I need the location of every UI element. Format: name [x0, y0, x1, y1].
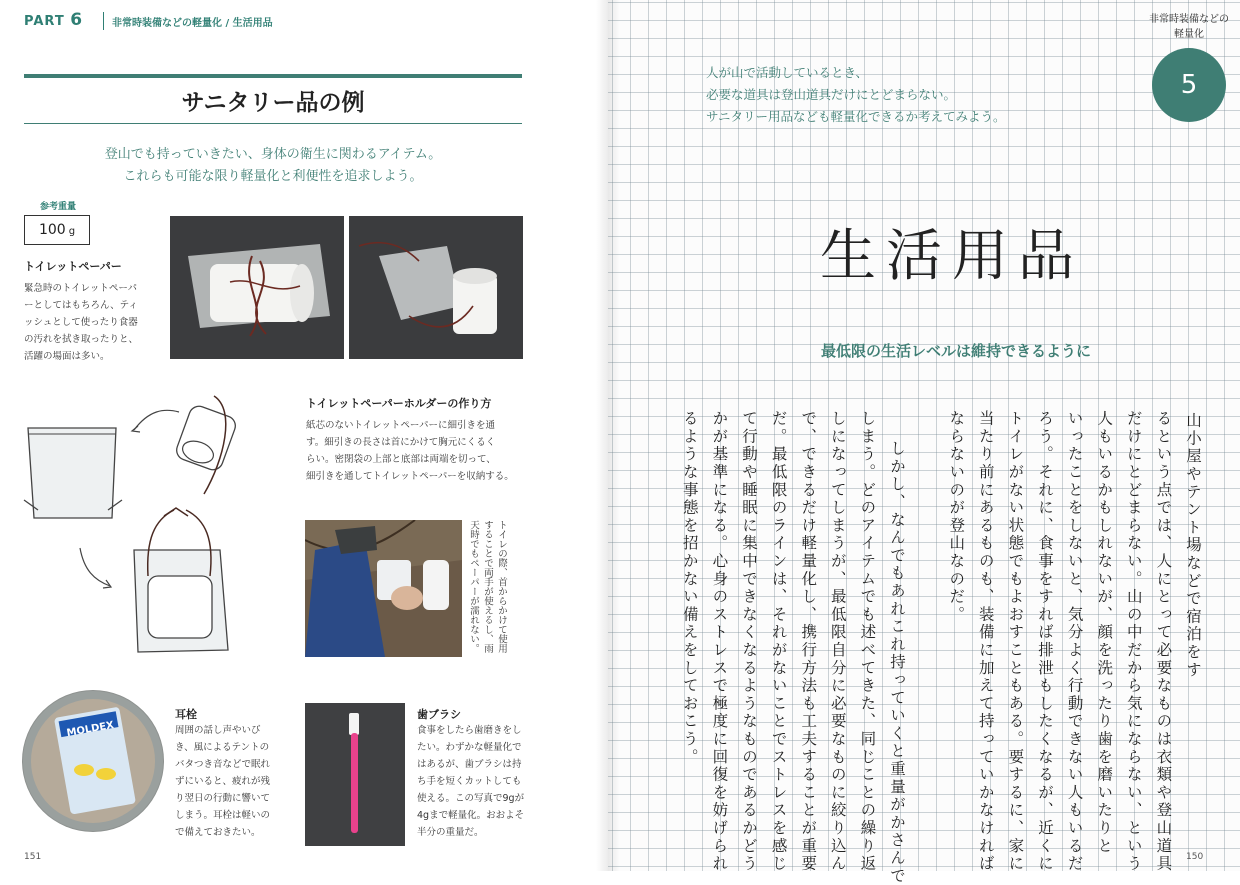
holder-text — [306, 417, 514, 485]
reference-weight-value: 100 — [38, 222, 66, 238]
text-line: 緊急時のトイレットペーパ — [24, 283, 137, 294]
section-label-line-2: 軽量化 — [1174, 29, 1204, 40]
text-line: ッシュとして使ったり食器 — [24, 317, 138, 328]
body-column: だけにとどまらない。山の中だから気にならない、という — [1124, 410, 1143, 873]
body-column: ならないのが登山なのだ。 — [947, 410, 966, 624]
reference-weight-label: 参考重量 — [39, 202, 76, 212]
intro-text — [706, 62, 1006, 128]
section-label-line-1: 非常時装備などの — [1149, 14, 1229, 25]
text-line: たい。わずかな軽量化で — [417, 742, 522, 753]
lead-text — [24, 144, 522, 188]
page-number-right: 150 — [1186, 852, 1204, 862]
body-column: て行動や睡眠に集中できなくなるようなものであるかどう — [740, 410, 758, 873]
body-column: 山小屋やテント場などで宿泊をす — [1184, 412, 1202, 679]
text-line: 半分の重量だ。 — [417, 827, 484, 838]
text-line: ずにいると、疲れが残 — [175, 776, 271, 787]
body-column: るという点では、人にとって必要なものは衣類や登山道具 — [1154, 410, 1173, 873]
body-column: 当たり前にあるものも、装備に加えて持っていかなければ — [976, 410, 995, 873]
text-line: しまう。耳栓は軽いの — [175, 810, 271, 821]
lead-line-2: これらも可能な限り軽量化と利便性を追求しよう。 — [123, 169, 423, 184]
illustration-holder-steps — [14, 390, 246, 670]
body-column: 人もいるかもしれないが、顔を洗ったり歯を磨いたりと — [1095, 410, 1114, 855]
text-line: 食事をしたら歯磨きをし — [417, 725, 522, 736]
body-column: かが基準になる。心身のストレスで極度に回復を妨げられ — [710, 410, 729, 873]
chapter-subtitle: 最低限の生活レベルは維持できるように — [820, 342, 1091, 360]
page-gutter — [596, 0, 620, 871]
text-line: 周囲の話し声やいび — [175, 725, 261, 736]
photo-toilet-paper-wrapped — [170, 216, 344, 359]
holder-photo-caption — [466, 520, 508, 660]
body-column: だ。最低限のラインは、それがないことでストレスを感じ — [769, 410, 788, 873]
text-line: す。細引きの長さは首にかけて胸元にくるく — [306, 437, 496, 448]
photo-toothbrush — [305, 703, 405, 846]
part-number: 6 — [70, 10, 84, 30]
part-label-text: PART — [24, 14, 65, 29]
text-line: ーとしてはもちろん、ティ — [24, 300, 138, 311]
text-line: り翌日の行動に響いて — [175, 793, 271, 804]
intro-line-1: 人が山で活動しているとき、 — [706, 65, 869, 80]
text-line: 細引きを通してトイレットペーパーを収納する。 — [306, 471, 514, 482]
title-bottom-rule — [24, 123, 522, 124]
section-number-badge: 5 — [1152, 48, 1226, 122]
body-column: しになってしまうが、最低限自分に必要なものに絞り込ん — [828, 410, 847, 873]
intro-line-2: 必要な道具は登山道具だけにとどまらない。 — [706, 87, 957, 102]
text-line: バタつき音などで眠れ — [175, 759, 271, 770]
body-column: しまう。どのアイテムでも述べてきた、同じことの繰り返 — [858, 410, 877, 873]
caption-line: 天時でもペーパーが濡れない。 — [468, 520, 479, 653]
caption-line: トイレの際、首からかけて使用 — [496, 520, 507, 653]
text-line: 使える。この写真で9gが — [417, 793, 525, 804]
toothbrush-heading: 歯ブラシ — [417, 708, 461, 721]
intro-line-3: サニタリー用品なども軽量化できるか考えてみよう。 — [706, 109, 1006, 124]
body-column: しかし、なんでもあれこれ持っていくと重量がかさんで — [888, 440, 906, 885]
header-divider — [103, 12, 104, 30]
page-number-left: 151 — [24, 852, 42, 862]
lead-line-1: 登山でも持っていきたい、身体の衛生に関わるアイテム。 — [104, 147, 442, 162]
reference-weight-box — [24, 215, 90, 245]
text-line: の汚れを拭き取ったりと、 — [24, 334, 139, 345]
toilet-paper-heading: トイレットペーパー — [24, 260, 122, 273]
body-column: で、できるだけ軽量化し、携行方法も工夫することが重要 — [799, 410, 818, 873]
page-title: サニタリー品の例 — [181, 90, 365, 116]
title-top-rule — [24, 74, 522, 78]
text-line: 活躍の場面は多い。 — [24, 351, 110, 362]
reference-weight-unit: g — [68, 226, 76, 237]
photo-toilet-paper-holder — [349, 216, 523, 359]
text-line: き、風によるテントの — [175, 742, 270, 753]
earplug-heading: 耳栓 — [175, 708, 197, 721]
earplug-brand-label: MOLDEX — [65, 719, 115, 740]
holder-heading: トイレットペーパーホルダーの作り方 — [306, 397, 492, 410]
text-line: 4gまで軽量化。おおよそ — [417, 810, 525, 821]
body-column: ろう。それに、食事をすれば排泄もしたくなるが、近くに — [1036, 410, 1054, 873]
caption-line: することで両手が使えるし、雨 — [482, 520, 493, 653]
text-line: ち手を短くカットしても — [417, 776, 522, 787]
photo-holder-in-use — [305, 520, 462, 657]
part-label — [24, 10, 83, 30]
text-line: で備えておきたい。 — [175, 827, 261, 838]
body-column: るような事態を招かない備えをしておこう。 — [680, 410, 699, 766]
text-line: らい。密閉袋の上部と底部は両端を切って、 — [306, 454, 496, 465]
body-column: トイレがない状態でもよおすこともある。要するに、家に — [1006, 410, 1025, 873]
chapter-title: 生活用品 — [820, 224, 1084, 289]
photo-earplug-case — [22, 690, 164, 832]
toilet-paper-text — [24, 280, 138, 365]
text-line: 紙芯のないトイレットペーパーに細引きを通 — [306, 420, 495, 431]
text-line: はあるが、歯ブラシは持 — [417, 759, 522, 770]
breadcrumb: 非常時装備などの軽量化 / 生活用品 — [112, 18, 273, 29]
left-page — [0, 0, 608, 871]
section-label — [1140, 12, 1238, 42]
toothbrush-text — [417, 722, 524, 841]
earplug-text — [175, 722, 270, 841]
body-column: いったことをしないと、気分よく行動できない人もいるだ — [1065, 410, 1084, 873]
